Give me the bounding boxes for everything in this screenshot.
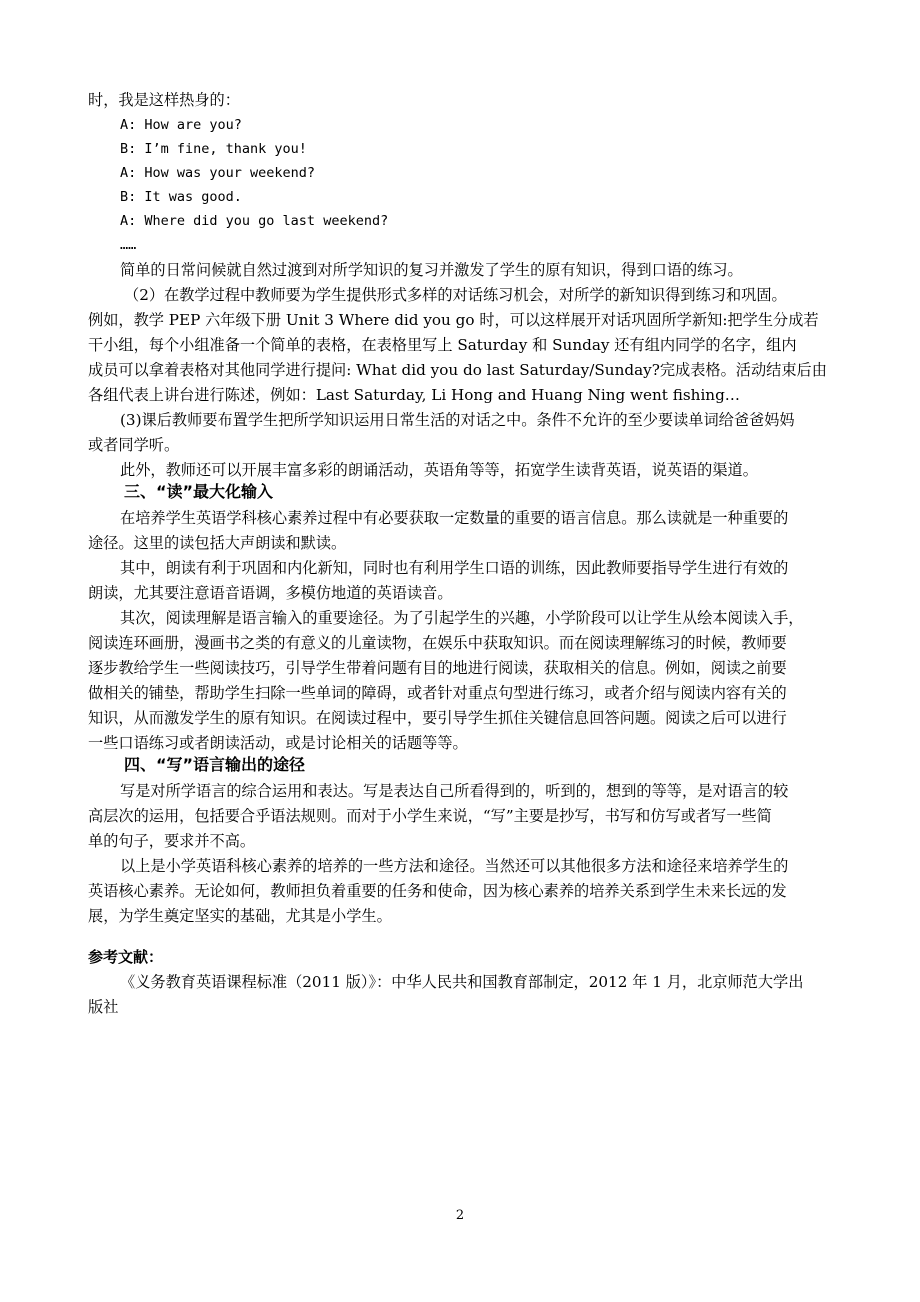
dialogue-line: B: It was good. [120,189,242,205]
paragraph-line: 单的句子，要求并不高。 [88,832,256,850]
paragraph-line: 其次，阅读理解是语言输入的重要途径。为了引起学生的兴趣，小学阶段可以让学生从绘本阅读入手， [120,609,804,627]
paragraph-line: 或者同学听。 [88,436,180,454]
paragraph: 简单的日常问候就自然过渡到对所学知识的复习并激发了学生的原有知识，得到口语的练习。 [120,261,743,279]
paragraph-line: 在培养学生英语学科核心素养过程中有必要获取一定数量的重要的语言信息。那么读就是一种重要的 [120,509,789,527]
paragraph-line: （2）在教学过程中教师要为学生提供形式多样的对话练习机会，对所学的新知识得到练习和巩固。 [124,286,787,304]
paragraph-line: 以上是小学英语科核心素养的培养的一些方法和途径。当然还可以其他很多方法和途径来培养学生的 [120,857,789,875]
section-heading: 三、“读”最大化输入 [124,482,274,501]
dialogue-ellipsis: …… [120,237,137,253]
paragraph-line: 各组代表上讲台进行陈述，例如：Last Saturday, Li Hong and Huang Ning went fishing… [88,386,740,404]
paragraph-line: 展，为学生奠定坚实的基础，尤其是小学生。 [88,907,392,925]
reference-line: 《义务教育英语课程标准（2011 版）》：中华人民共和国教育部制定，2012 年 1 月，北京师范大学出 [120,973,804,991]
dialogue-line: A: How are you? [120,117,242,133]
page-number: 2 [455,1208,465,1223]
intro-line: 时，我是这样热身的： [88,91,240,109]
paragraph-line: 成员可以拿着表格对其他同学进行提问: What did you do last Saturday/Sunday?完成表格。活动结束后由 [88,361,827,379]
paragraph-line: 其中，朗读有利于巩固和内化新知，同时也有利用学生口语的训练，因此教师要指导学生进行有效的 [120,559,789,577]
paragraph-line: (3)课后教师要布置学生把所学知识运用日常生活的对话之中。条件不允许的至少要读单词给爸爸妈妈 [120,411,795,429]
dialogue-line: B: I’m fine, thank you! [120,141,307,157]
paragraph-line: 例如，教学 PEP 六年级下册 Unit 3 Where did you go 时，可以这样展开对话巩固所学新知:把学生分成若 [88,311,819,329]
paragraph-line: 高层次的运用，包括要合乎语法规则。而对于小学生来说，“写”主要是抄写，书写和仿写或者写一些简 [88,807,772,825]
paragraph-line: 干小组，每个小组准备一个简单的表格，在表格里写上 Saturday 和 Sunday 还有组内同学的名字，组内 [88,336,797,354]
paragraph-line: 做相关的铺垫，帮助学生扫除一些单词的障碍，或者针对重点句型进行练习，或者介绍与阅读内容有关的 [88,684,787,702]
paragraph-line: 知识，从而激发学生的原有知识。在阅读过程中，要引导学生抓住关键信息回答问题。阅读之后可以进行 [88,709,787,727]
references-title: 参考文献： [88,948,164,966]
dialogue-line: A: How was your weekend? [120,165,316,181]
paragraph-line: 写是对所学语言的综合运用和表达。写是表达自己所看得到的，听到的，想到的等等，是对语言的较 [120,782,789,800]
paragraph-line: 朗读，尤其要注意语音语调，多模仿地道的英语读音。 [88,584,453,602]
paragraph-line: 英语核心素养。无论如何，教师担负着重要的任务和使命，因为核心素养的培养关系到学生未来长远的发 [88,882,787,900]
paragraph-line: 途径。这里的读包括大声朗读和默读。 [88,534,347,552]
section-heading: 四、“写”语言输出的途径 [124,755,306,774]
paragraph: 此外，教师还可以开展丰富多彩的朗诵活动，英语角等等，拓宽学生读背英语，说英语的渠道。 [120,461,758,479]
reference-line: 版社 [88,998,119,1016]
dialogue-line: A: Where did you go last weekend? [120,213,389,229]
paragraph-line: 一些口语练习或者朗读活动，或是讨论相关的话题等等。 [88,734,468,752]
paragraph-line: 阅读连环画册，漫画书之类的有意义的儿童读物，在娱乐中获取知识。而在阅读理解练习的时候，教师要 [88,634,787,652]
paragraph-line: 逐步教给学生一些阅读技巧，引导学生带着问题有目的地进行阅读，获取相关的信息。例如，阅读之前要 [88,659,787,677]
